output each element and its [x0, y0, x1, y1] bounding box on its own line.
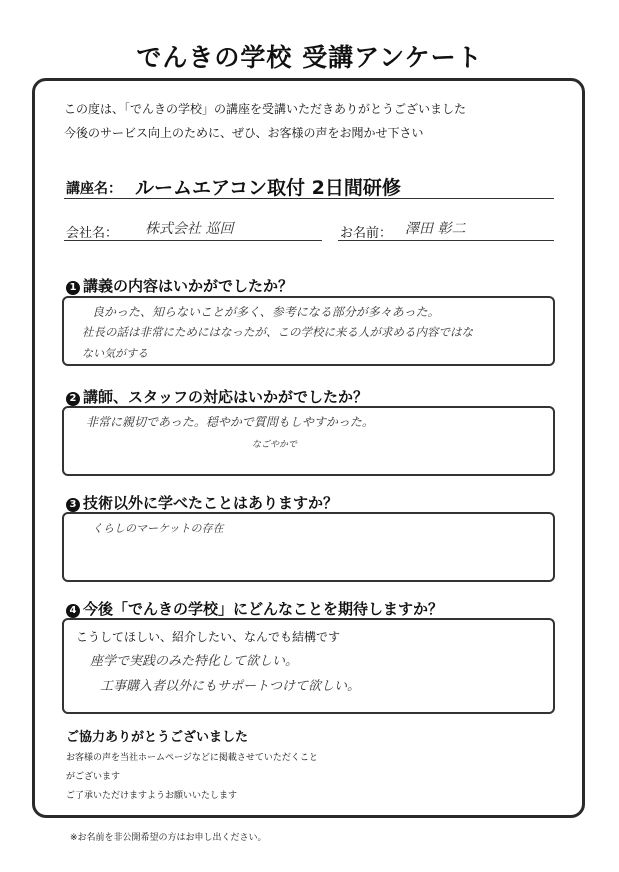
question-3-text: 技術以外に学べたことはありますか？ — [83, 494, 339, 512]
thanks-message: ご協力ありがとうございました — [66, 730, 249, 745]
answer-4-line-2: 工事購入者以外にもサポートつけて欲しい。 — [100, 679, 361, 694]
answer-1-line-3: ない気がする — [82, 347, 148, 360]
question-number-2: 2 — [66, 392, 80, 406]
intro-line-1: この度は、「でんきの学校」の講座を受講いただきありがとうございました — [64, 102, 467, 116]
question-number-1: 1 — [66, 281, 80, 295]
answer-2-line-1: 非常に親切であった。穏やかで質問もしやすかった。 — [86, 415, 374, 429]
course-underline — [64, 198, 554, 199]
answer-4-line-1: 座学で実践のみた特化して欲しい。 — [90, 654, 299, 669]
company-underline — [64, 240, 322, 241]
question-4-text: 今後「でんきの学校」にどんなことを期待しますか？ — [83, 600, 444, 618]
footnote: ※お名前を非公開希望の方はお申し出ください。 — [70, 833, 267, 843]
intro-line-2: 今後のサービス向上のために、ぜひ、お客様の声をお聞かせ下さい — [64, 126, 424, 140]
question-2 — [66, 386, 368, 407]
question-number-3: 3 — [66, 498, 80, 512]
question-number-4: 4 — [66, 604, 80, 618]
answer-2-line-2: なごやかで — [252, 440, 298, 450]
answer-1-line-1: 良かった、知らないことが多く、参考になる部分が多々あった。 — [92, 305, 440, 319]
name-underline — [338, 240, 554, 241]
answer-1-line-2: 社長の話は非常にためにはなったが、この学校に来る人が求める内容ではな — [82, 325, 473, 339]
company-label: 会社名： — [66, 226, 119, 241]
note-line-2: がございます — [66, 772, 121, 782]
question-1 — [66, 275, 293, 296]
name-label: お名前： — [340, 226, 393, 241]
note-line-1: お客様の声を当社ホームページなどに掲載させていただくこと — [66, 753, 318, 763]
question-2-text: 講師、スタッフの対応はいかがでしたか？ — [83, 388, 369, 406]
name-value[interactable]: 澤田 彰二 — [405, 221, 466, 237]
course-value: ルームエアコン取付 2日間研修 — [135, 177, 401, 199]
question-4 — [66, 598, 443, 619]
question-3 — [66, 492, 338, 513]
question-4-prompt: こうしてほしい、紹介したい、なんでも結構です — [76, 630, 341, 644]
course-label: 講座名： — [66, 181, 122, 197]
company-value[interactable]: 株式会社 巡回 — [145, 221, 234, 237]
survey-title: でんきの学校 受講アンケート — [136, 43, 483, 72]
answer-3-line-1: くらしのマーケットの存在 — [92, 522, 224, 535]
note-line-3: ご了承いただけますようお願いいたします — [66, 791, 238, 801]
question-1-text: 講義の内容はいかがでしたか？ — [83, 277, 294, 295]
